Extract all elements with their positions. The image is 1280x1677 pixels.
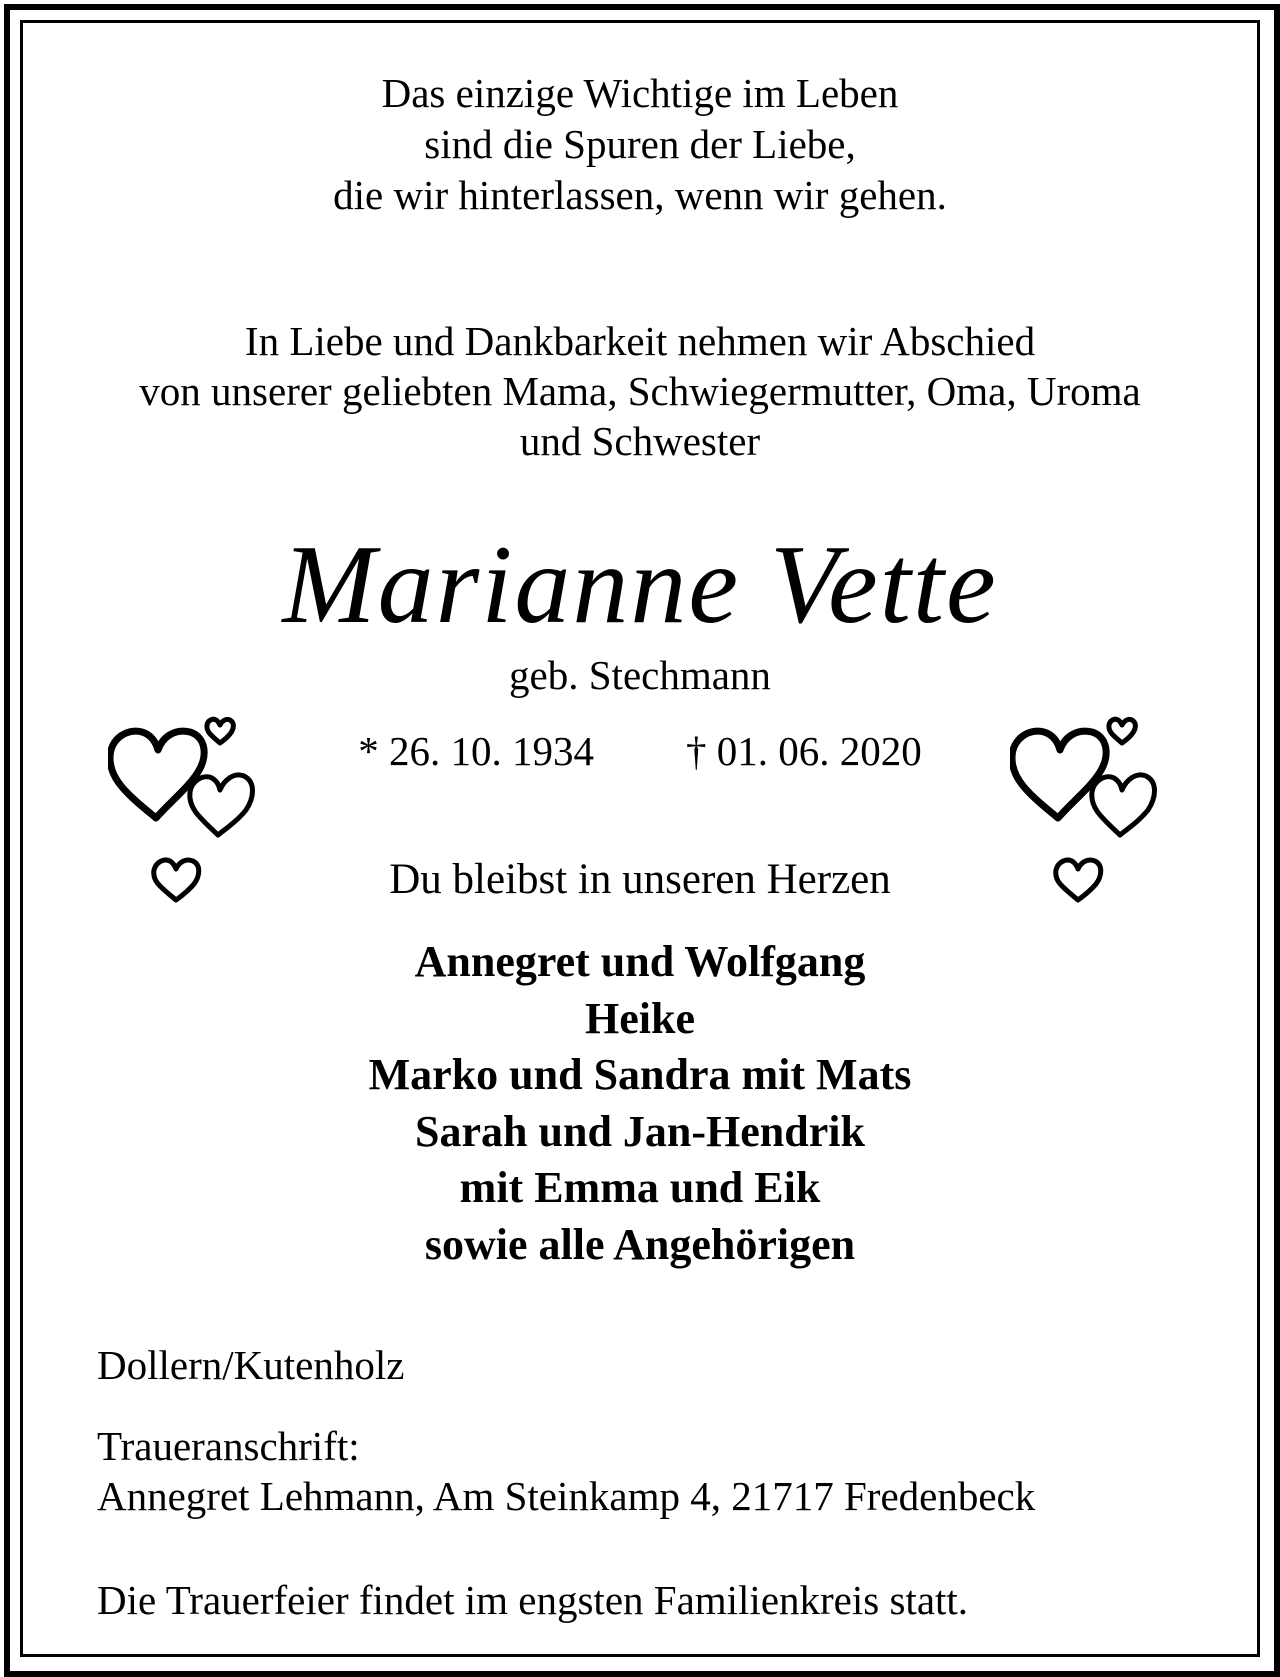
signer-line: Sarah und Jan-Hendrik [415,1106,865,1156]
farewell-line: und Schwester [519,418,761,464]
signer-line: Annegret und Wolfgang [414,937,866,986]
signer-line: Heike [585,993,695,1043]
signer-line: mit Emma und Eik [459,1163,821,1212]
signer-line: Marko und Sandra mit Mats [368,1050,912,1099]
mourning-address-label: Traueranschrift: [97,1423,360,1469]
quote-line: Das einzige Wichtige im Leben [381,70,899,116]
quote-line: die wir hinterlassen, wenn wir gehen. [333,172,947,218]
farewell-line: von unserer geliebten Mama, Schwiegermutter, Oma, Uroma [139,368,1141,414]
quote-line: sind die Spuren der Liebe, [424,121,856,167]
farewell-line: In Liebe und Dankbarkeit nehmen wir Abschied [244,318,1036,364]
quote [0,68,1280,221]
place: Dollern/Kutenholz [97,1342,405,1388]
death-date: † 01. 06. 2020 [686,728,922,774]
motto: Du bleibst in unseren Herzen [389,856,891,903]
mourning-address [97,1421,1035,1521]
ceremony-note: Die Trauerfeier findet im engsten Familienkreis statt. [97,1577,969,1623]
deceased-name: Marianne Vette [282,523,998,647]
mourning-address-text: Annegret Lehmann, Am Steinkamp 4, 21717 Fredenbeck [97,1473,1036,1519]
farewell-text [0,316,1280,466]
birth-name: geb. Stechmann [509,652,771,698]
signers-list [0,934,1280,1273]
birth-date: * 26. 10. 1934 [358,728,594,774]
signer-line: sowie alle Angehörigen [424,1219,856,1269]
